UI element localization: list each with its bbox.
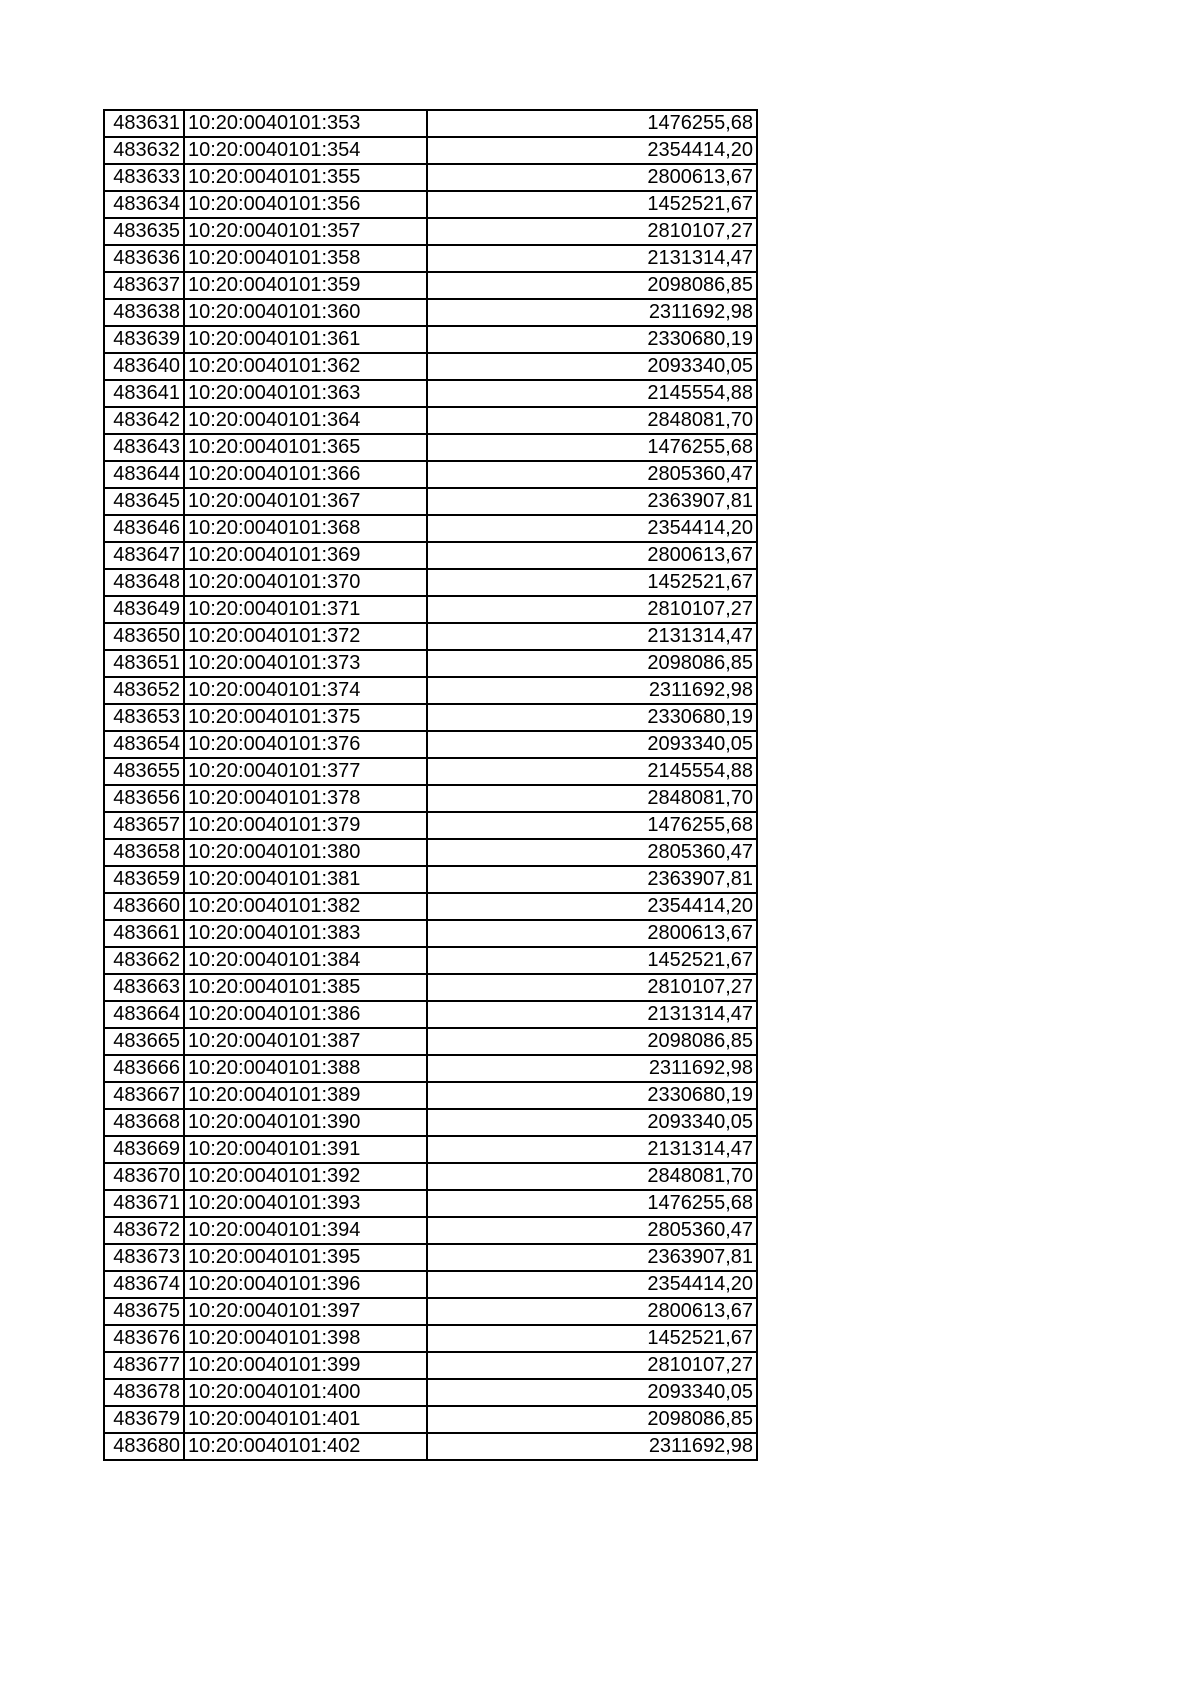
cadastral-number-cell: 10:20:0040101:377 (184, 758, 427, 785)
cadastral-number-cell: 10:20:0040101:374 (184, 677, 427, 704)
row-id-cell: 483643 (104, 434, 184, 461)
row-id-cell: 483654 (104, 731, 184, 758)
value-cell: 2093340,05 (427, 731, 757, 758)
value-cell: 2093340,05 (427, 1109, 757, 1136)
row-id-cell: 483646 (104, 515, 184, 542)
table-row (104, 1082, 757, 1109)
value-cell: 2810107,27 (427, 1352, 757, 1379)
row-id-cell: 483638 (104, 299, 184, 326)
value-cell: 2145554,88 (427, 380, 757, 407)
row-id-cell: 483636 (104, 245, 184, 272)
value-cell: 2311692,98 (427, 1055, 757, 1082)
row-id-cell: 483673 (104, 1244, 184, 1271)
table-row (104, 1271, 757, 1298)
row-id-cell: 483647 (104, 542, 184, 569)
value-cell: 2354414,20 (427, 1271, 757, 1298)
cadastral-number-cell: 10:20:0040101:358 (184, 245, 427, 272)
value-cell: 2098086,85 (427, 1028, 757, 1055)
row-id-cell: 483634 (104, 191, 184, 218)
row-id-cell: 483664 (104, 1001, 184, 1028)
value-cell: 2354414,20 (427, 137, 757, 164)
value-cell: 2805360,47 (427, 839, 757, 866)
cadastral-number-cell: 10:20:0040101:390 (184, 1109, 427, 1136)
row-id-cell: 483650 (104, 623, 184, 650)
cadastral-number-cell: 10:20:0040101:397 (184, 1298, 427, 1325)
cadastral-number-cell: 10:20:0040101:364 (184, 407, 427, 434)
table-row (104, 1190, 757, 1217)
cadastral-number-cell: 10:20:0040101:363 (184, 380, 427, 407)
table-row (104, 1136, 757, 1163)
cadastral-number-cell: 10:20:0040101:376 (184, 731, 427, 758)
data-table (103, 109, 758, 1461)
cadastral-number-cell: 10:20:0040101:354 (184, 137, 427, 164)
row-id-cell: 483645 (104, 488, 184, 515)
value-cell: 1476255,68 (427, 434, 757, 461)
value-cell: 2363907,81 (427, 1244, 757, 1271)
table-row (104, 515, 757, 542)
row-id-cell: 483669 (104, 1136, 184, 1163)
table-row (104, 758, 757, 785)
cadastral-number-cell: 10:20:0040101:394 (184, 1217, 427, 1244)
row-id-cell: 483660 (104, 893, 184, 920)
row-id-cell: 483666 (104, 1055, 184, 1082)
table-row (104, 542, 757, 569)
cadastral-number-cell: 10:20:0040101:384 (184, 947, 427, 974)
value-cell: 1452521,67 (427, 947, 757, 974)
cadastral-number-cell: 10:20:0040101:381 (184, 866, 427, 893)
row-id-cell: 483656 (104, 785, 184, 812)
value-cell: 2311692,98 (427, 1433, 757, 1460)
value-cell: 2098086,85 (427, 1406, 757, 1433)
value-cell: 2311692,98 (427, 677, 757, 704)
row-id-cell: 483640 (104, 353, 184, 380)
table-row (104, 1406, 757, 1433)
table-row (104, 1433, 757, 1460)
cadastral-number-cell: 10:20:0040101:396 (184, 1271, 427, 1298)
table-row (104, 1379, 757, 1406)
row-id-cell: 483678 (104, 1379, 184, 1406)
cadastral-number-cell: 10:20:0040101:362 (184, 353, 427, 380)
table-row (104, 218, 757, 245)
cadastral-number-cell: 10:20:0040101:395 (184, 1244, 427, 1271)
table-row (104, 866, 757, 893)
table-row (104, 731, 757, 758)
cadastral-number-cell: 10:20:0040101:391 (184, 1136, 427, 1163)
row-id-cell: 483667 (104, 1082, 184, 1109)
cadastral-number-cell: 10:20:0040101:378 (184, 785, 427, 812)
table-row (104, 596, 757, 623)
table-row (104, 677, 757, 704)
row-id-cell: 483653 (104, 704, 184, 731)
cadastral-number-cell: 10:20:0040101:371 (184, 596, 427, 623)
table-row (104, 1028, 757, 1055)
value-cell: 1452521,67 (427, 191, 757, 218)
row-id-cell: 483663 (104, 974, 184, 1001)
value-cell: 2131314,47 (427, 1001, 757, 1028)
row-id-cell: 483659 (104, 866, 184, 893)
table-row (104, 1217, 757, 1244)
cadastral-number-cell: 10:20:0040101:370 (184, 569, 427, 596)
row-id-cell: 483633 (104, 164, 184, 191)
row-id-cell: 483651 (104, 650, 184, 677)
value-cell: 2848081,70 (427, 407, 757, 434)
cadastral-number-cell: 10:20:0040101:353 (184, 110, 427, 137)
table-row (104, 947, 757, 974)
row-id-cell: 483679 (104, 1406, 184, 1433)
cadastral-number-cell: 10:20:0040101:360 (184, 299, 427, 326)
cadastral-number-cell: 10:20:0040101:380 (184, 839, 427, 866)
value-cell: 2093340,05 (427, 1379, 757, 1406)
cadastral-number-cell: 10:20:0040101:386 (184, 1001, 427, 1028)
row-id-cell: 483676 (104, 1325, 184, 1352)
value-cell: 2805360,47 (427, 461, 757, 488)
table-row (104, 164, 757, 191)
row-id-cell: 483668 (104, 1109, 184, 1136)
table-row (104, 245, 757, 272)
table-row (104, 191, 757, 218)
table-row (104, 812, 757, 839)
table-row (104, 1055, 757, 1082)
row-id-cell: 483649 (104, 596, 184, 623)
table-row (104, 110, 757, 137)
cadastral-number-cell: 10:20:0040101:385 (184, 974, 427, 1001)
row-id-cell: 483655 (104, 758, 184, 785)
cadastral-number-cell: 10:20:0040101:373 (184, 650, 427, 677)
value-cell: 2363907,81 (427, 488, 757, 515)
cadastral-number-cell: 10:20:0040101:399 (184, 1352, 427, 1379)
cadastral-number-cell: 10:20:0040101:398 (184, 1325, 427, 1352)
row-id-cell: 483642 (104, 407, 184, 434)
table-row (104, 839, 757, 866)
cadastral-number-cell: 10:20:0040101:372 (184, 623, 427, 650)
cadastral-number-cell: 10:20:0040101:361 (184, 326, 427, 353)
cadastral-number-cell: 10:20:0040101:368 (184, 515, 427, 542)
value-cell: 2800613,67 (427, 1298, 757, 1325)
row-id-cell: 483674 (104, 1271, 184, 1298)
cadastral-number-cell: 10:20:0040101:365 (184, 434, 427, 461)
table-row (104, 785, 757, 812)
table-row (104, 650, 757, 677)
table-row (104, 299, 757, 326)
cadastral-number-cell: 10:20:0040101:383 (184, 920, 427, 947)
value-cell: 2810107,27 (427, 974, 757, 1001)
value-cell: 2093340,05 (427, 353, 757, 380)
value-cell: 2800613,67 (427, 164, 757, 191)
cadastral-number-cell: 10:20:0040101:393 (184, 1190, 427, 1217)
cadastral-number-cell: 10:20:0040101:356 (184, 191, 427, 218)
table-row (104, 461, 757, 488)
table-row (104, 1001, 757, 1028)
value-cell: 2131314,47 (427, 245, 757, 272)
table-row (104, 1352, 757, 1379)
value-cell: 2805360,47 (427, 1217, 757, 1244)
row-id-cell: 483680 (104, 1433, 184, 1460)
cadastral-number-cell: 10:20:0040101:366 (184, 461, 427, 488)
row-id-cell: 483635 (104, 218, 184, 245)
value-cell: 2848081,70 (427, 785, 757, 812)
table-row (104, 1298, 757, 1325)
row-id-cell: 483639 (104, 326, 184, 353)
table-row (104, 326, 757, 353)
row-id-cell: 483632 (104, 137, 184, 164)
value-cell: 2311692,98 (427, 299, 757, 326)
row-id-cell: 483665 (104, 1028, 184, 1055)
value-cell: 2145554,88 (427, 758, 757, 785)
value-cell: 2330680,19 (427, 326, 757, 353)
cadastral-number-cell: 10:20:0040101:387 (184, 1028, 427, 1055)
value-cell: 2800613,67 (427, 542, 757, 569)
table-row (104, 920, 757, 947)
cadastral-number-cell: 10:20:0040101:357 (184, 218, 427, 245)
cadastral-number-cell: 10:20:0040101:379 (184, 812, 427, 839)
value-cell: 2098086,85 (427, 650, 757, 677)
table-row (104, 974, 757, 1001)
value-cell: 1452521,67 (427, 569, 757, 596)
table-row (104, 1244, 757, 1271)
value-cell: 1476255,68 (427, 110, 757, 137)
cadastral-number-cell: 10:20:0040101:375 (184, 704, 427, 731)
table-row (104, 1163, 757, 1190)
row-id-cell: 483637 (104, 272, 184, 299)
row-id-cell: 483661 (104, 920, 184, 947)
row-id-cell: 483670 (104, 1163, 184, 1190)
value-cell: 2131314,47 (427, 623, 757, 650)
row-id-cell: 483641 (104, 380, 184, 407)
value-cell: 2354414,20 (427, 515, 757, 542)
table-row (104, 407, 757, 434)
cadastral-number-cell: 10:20:0040101:369 (184, 542, 427, 569)
table-row (104, 1325, 757, 1352)
cadastral-number-cell: 10:20:0040101:392 (184, 1163, 427, 1190)
row-id-cell: 483631 (104, 110, 184, 137)
table-row (104, 137, 757, 164)
row-id-cell: 483671 (104, 1190, 184, 1217)
table-row (104, 272, 757, 299)
value-cell: 1476255,68 (427, 1190, 757, 1217)
value-cell: 2363907,81 (427, 866, 757, 893)
cadastral-number-cell: 10:20:0040101:367 (184, 488, 427, 515)
row-id-cell: 483658 (104, 839, 184, 866)
table-row (104, 434, 757, 461)
value-cell: 2098086,85 (427, 272, 757, 299)
cadastral-number-cell: 10:20:0040101:388 (184, 1055, 427, 1082)
cadastral-number-cell: 10:20:0040101:355 (184, 164, 427, 191)
cadastral-number-cell: 10:20:0040101:359 (184, 272, 427, 299)
value-cell: 2800613,67 (427, 920, 757, 947)
value-cell: 1452521,67 (427, 1325, 757, 1352)
row-id-cell: 483677 (104, 1352, 184, 1379)
cadastral-number-cell: 10:20:0040101:402 (184, 1433, 427, 1460)
cadastral-number-cell: 10:20:0040101:389 (184, 1082, 427, 1109)
value-cell: 1476255,68 (427, 812, 757, 839)
value-cell: 2330680,19 (427, 704, 757, 731)
table-row (104, 380, 757, 407)
table-body (104, 110, 757, 1460)
cadastral-number-cell: 10:20:0040101:401 (184, 1406, 427, 1433)
cadastral-number-cell: 10:20:0040101:382 (184, 893, 427, 920)
row-id-cell: 483675 (104, 1298, 184, 1325)
row-id-cell: 483648 (104, 569, 184, 596)
row-id-cell: 483652 (104, 677, 184, 704)
table-row (104, 1109, 757, 1136)
value-cell: 2810107,27 (427, 596, 757, 623)
value-cell: 2330680,19 (427, 1082, 757, 1109)
value-cell: 2810107,27 (427, 218, 757, 245)
cadastral-number-cell: 10:20:0040101:400 (184, 1379, 427, 1406)
table-row (104, 488, 757, 515)
row-id-cell: 483672 (104, 1217, 184, 1244)
table-row (104, 623, 757, 650)
value-cell: 2131314,47 (427, 1136, 757, 1163)
value-cell: 2848081,70 (427, 1163, 757, 1190)
row-id-cell: 483657 (104, 812, 184, 839)
table-row (104, 353, 757, 380)
table-row (104, 569, 757, 596)
table-row (104, 893, 757, 920)
row-id-cell: 483644 (104, 461, 184, 488)
row-id-cell: 483662 (104, 947, 184, 974)
value-cell: 2354414,20 (427, 893, 757, 920)
table-row (104, 704, 757, 731)
